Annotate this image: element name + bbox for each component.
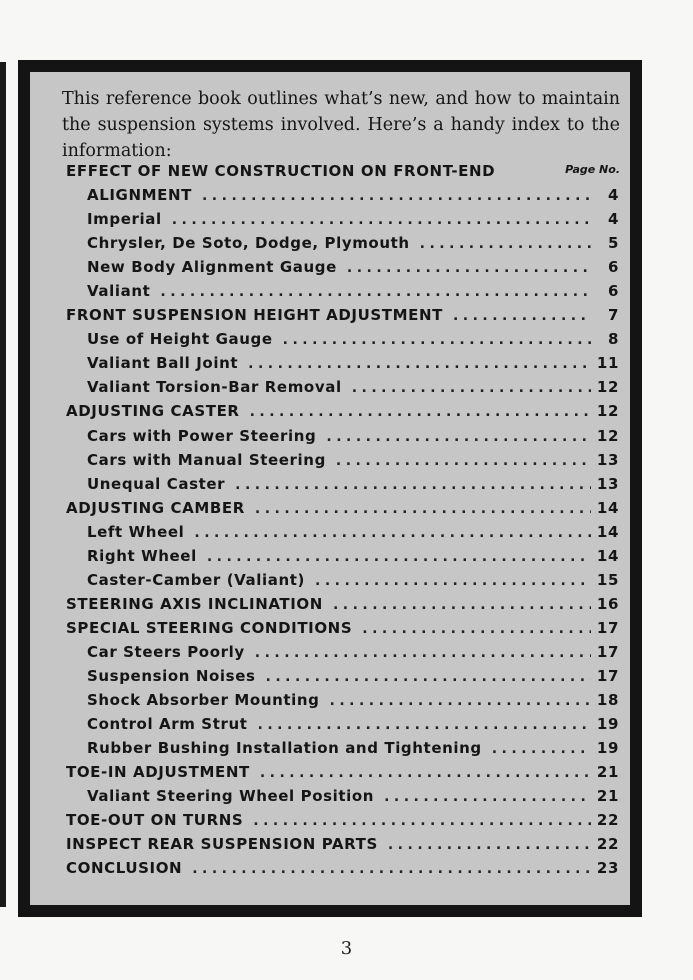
toc-entry <box>66 739 619 763</box>
toc-entry-page: 6 <box>607 282 619 301</box>
toc-entry-page: 14 <box>596 522 619 541</box>
toc-entry-label: Suspension Noises <box>87 666 256 685</box>
toc-entry-label: INSPECT REAR SUSPENSION PARTS <box>66 835 378 854</box>
toc-entry <box>66 282 619 306</box>
toc-entry-label: ALIGNMENT <box>87 186 192 205</box>
dot-leader <box>258 717 591 733</box>
dot-leader <box>235 477 591 493</box>
toc-entry-page: 22 <box>596 811 619 830</box>
dot-leader <box>283 332 591 348</box>
toc-entry-page: 12 <box>596 426 619 445</box>
toc-entry-page: 14 <box>596 546 619 565</box>
dot-leader <box>330 693 591 709</box>
dot-leader <box>255 645 591 661</box>
dot-leader <box>333 597 591 613</box>
toc-entry <box>66 715 619 739</box>
toc-entry-page: 4 <box>607 186 619 205</box>
dot-leader <box>255 501 591 517</box>
toc-entry-page: 19 <box>596 715 619 734</box>
toc-entry-label: Car Steers Poorly <box>87 642 245 661</box>
toc-entry-label: Shock Absorber Mounting <box>87 691 320 710</box>
dot-leader <box>326 429 591 445</box>
toc-entry-label: Imperial <box>87 210 162 229</box>
toc-entry-page: 17 <box>596 666 619 685</box>
page-number-header: Page No. <box>565 163 620 176</box>
toc-entry-page: 13 <box>596 450 619 469</box>
toc-entry <box>66 523 619 547</box>
dot-leader <box>420 236 591 252</box>
toc-entry-label: Use of Height Gauge <box>87 330 273 349</box>
toc-entry-page: 8 <box>607 330 619 349</box>
page-number: 3 <box>340 938 353 959</box>
toc-entry <box>66 330 619 354</box>
toc-entry-label: TOE-IN ADJUSTMENT <box>66 763 250 782</box>
toc-entry <box>66 859 619 883</box>
toc-entry-label: Left Wheel <box>87 522 185 541</box>
dot-leader <box>250 404 591 420</box>
dot-leader <box>336 453 591 469</box>
toc-entry-page: 6 <box>607 258 619 277</box>
toc-entry-page: 18 <box>596 691 619 710</box>
toc-entry-label: New Body Alignment Gauge <box>87 258 337 277</box>
toc-entry-label: Control Arm Strut <box>87 715 248 734</box>
dot-leader <box>248 356 591 372</box>
toc-entry-page: 12 <box>596 402 619 421</box>
toc-entry-label: Valiant Steering Wheel Position <box>87 787 375 806</box>
toc-entry <box>66 378 619 402</box>
toc-entry-label: CONCLUSION <box>66 859 183 878</box>
toc-entry <box>66 643 619 667</box>
toc-entry <box>66 499 619 523</box>
toc-entry-label: FRONT SUSPENSION HEIGHT ADJUSTMENT <box>66 306 443 325</box>
dot-leader <box>492 741 591 757</box>
toc-entry-label: Valiant Ball Joint <box>87 354 239 373</box>
toc-entry-label: TOE-OUT ON TURNS <box>66 811 244 830</box>
toc-entry <box>66 691 619 715</box>
toc-entry-label: Valiant Torsion-Bar Removal <box>87 378 342 397</box>
toc-entry <box>66 571 619 595</box>
toc-entry-label: Valiant <box>87 282 151 301</box>
toc-entry <box>66 402 619 426</box>
toc-entry <box>66 186 619 210</box>
toc-entry <box>66 787 619 811</box>
page-edge-shadow <box>0 62 6 907</box>
dot-leader <box>253 813 591 829</box>
toc-entry <box>66 451 619 475</box>
dot-leader <box>194 525 591 541</box>
toc-entry <box>66 234 619 258</box>
dot-leader <box>172 212 591 228</box>
contents-panel <box>18 60 642 917</box>
toc-entry-page: 7 <box>607 306 619 325</box>
toc-entry-page: 22 <box>596 835 619 854</box>
toc-entry <box>66 306 619 330</box>
intro-paragraph: This reference book outlines what’s new, and how to maintain the suspension systems involved. Here’s a handy index to the information: <box>62 89 620 161</box>
dot-leader <box>192 861 591 877</box>
toc-entry-page: 13 <box>596 474 619 493</box>
toc-entry-label: Chrysler, De Soto, Dodge, Plymouth <box>87 234 410 253</box>
toc-entry-label: SPECIAL STEERING CONDITIONS <box>66 618 353 637</box>
toc-entry-page: 17 <box>596 618 619 637</box>
dot-leader <box>260 765 591 781</box>
toc-entry <box>66 354 619 378</box>
toc-entry-page: 14 <box>596 498 619 517</box>
toc-entry-label: ADJUSTING CAMBER <box>66 498 245 517</box>
toc-entry <box>66 619 619 643</box>
dot-leader <box>352 380 591 396</box>
toc-entry-label: Caster-Camber (Valiant) <box>87 570 305 589</box>
toc-entry-label: Rubber Bushing Installation and Tightening <box>87 739 482 758</box>
toc-entry-page: 12 <box>596 378 619 397</box>
dot-leader <box>202 188 591 204</box>
toc-entry <box>66 667 619 691</box>
toc-entry-page: 21 <box>596 763 619 782</box>
toc-entry-label: STEERING AXIS INCLINATION <box>66 594 323 613</box>
toc-entry-page: 15 <box>596 570 619 589</box>
toc-entry-label: Right Wheel <box>87 546 197 565</box>
dot-leader <box>266 669 591 685</box>
toc-entry-page: 11 <box>596 354 619 373</box>
toc-entry-label: Unequal Caster <box>87 474 226 493</box>
toc-entry-page: 21 <box>596 787 619 806</box>
toc-entry-page: 16 <box>596 594 619 613</box>
dot-leader <box>388 837 591 853</box>
toc-entry <box>66 547 619 571</box>
toc-entry <box>66 162 619 186</box>
toc-entry-label: ADJUSTING CASTER <box>66 402 240 421</box>
toc-entry <box>66 475 619 499</box>
dot-leader <box>315 573 591 589</box>
dot-leader <box>384 789 591 805</box>
dot-leader <box>160 284 591 300</box>
toc-entry-page: 4 <box>607 210 619 229</box>
toc-entry <box>66 595 619 619</box>
toc-entry <box>66 258 619 282</box>
toc-entry-label: Cars with Manual Steering <box>87 450 326 469</box>
toc-entry <box>66 835 619 859</box>
toc-entry <box>66 763 619 787</box>
toc-entry-page: 5 <box>607 234 619 253</box>
toc-entry <box>66 210 619 234</box>
toc-entry-label: Cars with Power Steering <box>87 426 317 445</box>
dot-leader <box>453 308 591 324</box>
toc-entry-page: 23 <box>596 859 619 878</box>
toc-entry-page: 19 <box>596 739 619 758</box>
toc-entry-label: EFFECT OF NEW CONSTRUCTION ON FRONT-END <box>66 162 496 180</box>
toc-entry-page: 17 <box>596 642 619 661</box>
dot-leader <box>207 549 591 565</box>
toc-entry <box>66 427 619 451</box>
dot-leader <box>362 621 591 637</box>
table-of-contents <box>66 162 619 883</box>
dot-leader <box>347 260 591 276</box>
toc-entry <box>66 811 619 835</box>
